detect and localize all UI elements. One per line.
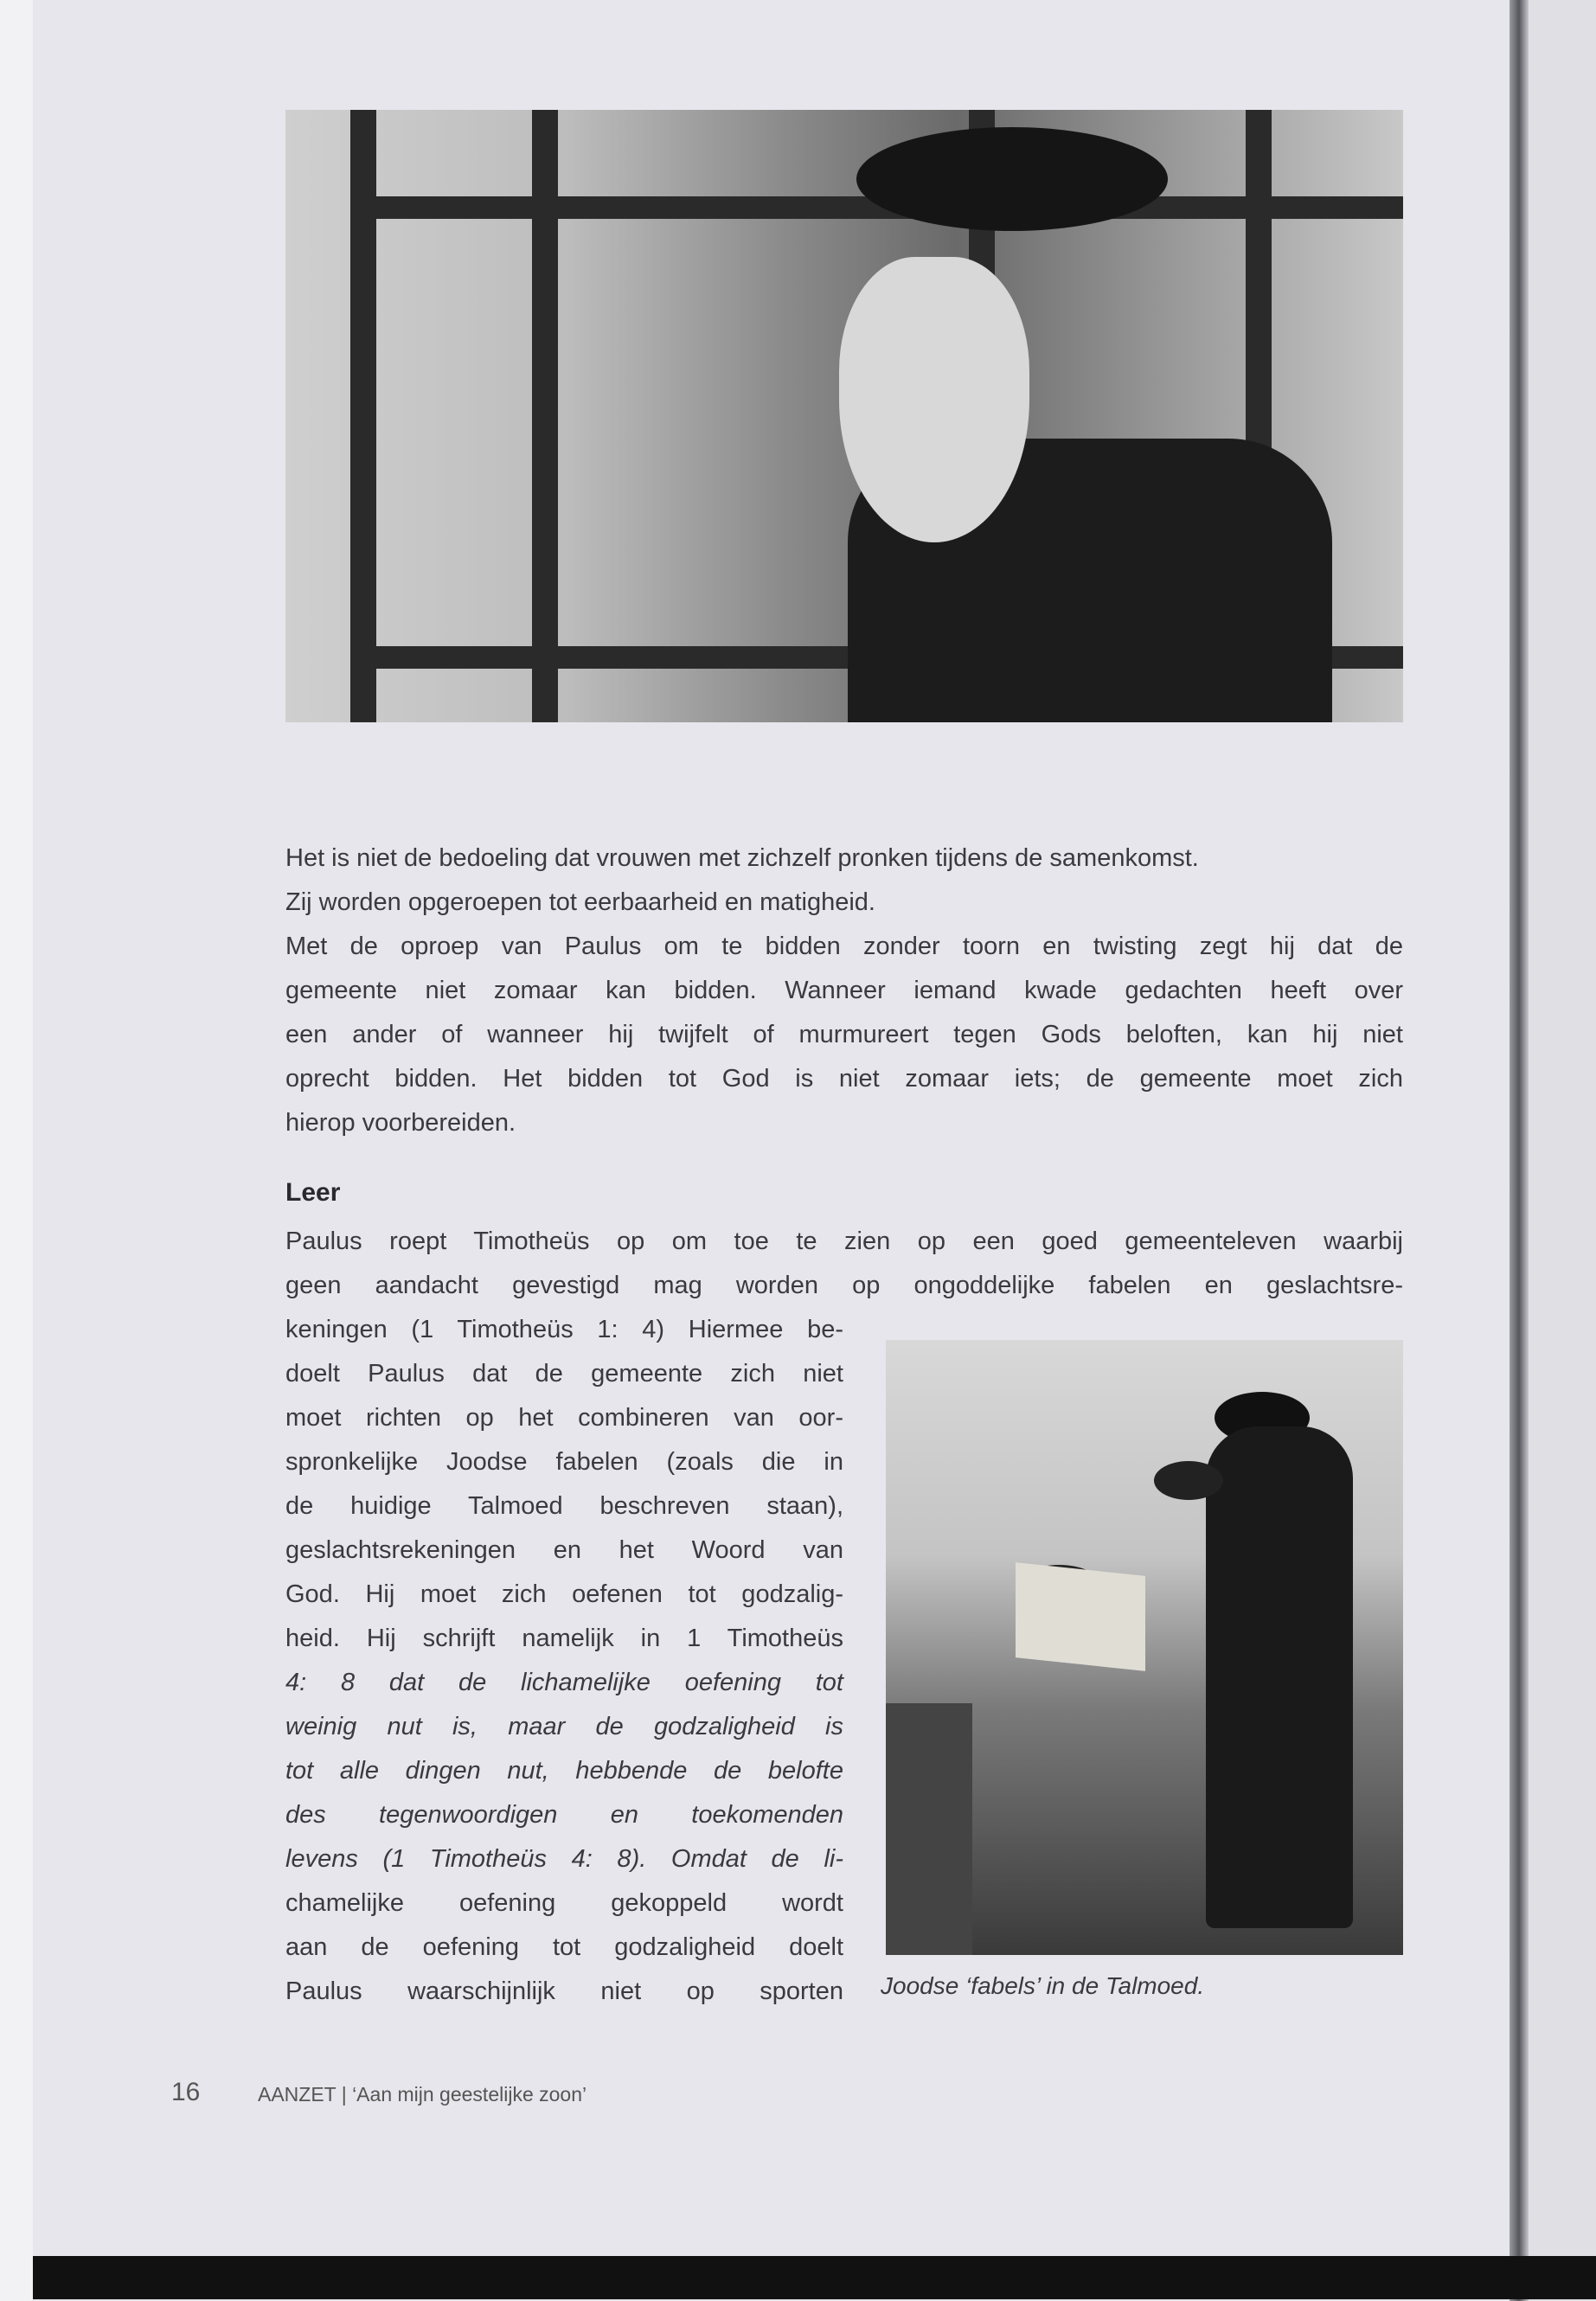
text-line: heid. Hij schrijft namelijk in 1 Timotheüs <box>285 1625 843 1652</box>
text-line: moet richten op het combineren van oor- <box>285 1404 843 1432</box>
text-line: God. Hij moet zich oefenen tot godzalig- <box>285 1580 843 1608</box>
text-line: een ander of wanneer hij twijfelt of murmureert tegen Gods beloften, kan hij niet <box>285 1021 1403 1048</box>
text-line: Paulus waarschijnlijk niet op sporten <box>285 1977 843 2005</box>
text-line: Het is niet de bedoeling dat vrouwen met zichzelf pronken tijdens de samenkomst. <box>285 844 1199 872</box>
text-line: de huidige Talmoed beschreven staan), <box>285 1492 843 1520</box>
book-binding <box>1509 0 1529 2301</box>
text-line: aan de oefening tot godzaligheid doelt <box>285 1933 843 1961</box>
text-line: spronkelijke Joodse fabelen (zoals die in <box>285 1448 843 1476</box>
text-line: Zij worden opgeroepen tot eerbaarheid en matigheid. <box>285 888 875 916</box>
text-line: des tegenwoordigen en toekomenden <box>285 1801 843 1829</box>
paragraph-2-full <box>285 1220 1403 1308</box>
text-line: tot alle dingen nut, hebbende de belofte <box>285 1757 843 1785</box>
image-caption: Joodse ‘fabels’ in de Talmoed. <box>881 1972 1205 1999</box>
page-number: 16 <box>171 2078 201 2106</box>
text-line: weinig nut is, maar de godzaligheid is <box>285 1713 843 1740</box>
text-line: levens (1 Timotheüs 4: 8). Omdat de li- <box>285 1845 843 1873</box>
running-title: AANZET | ‘Aan mijn geestelijke zoon’ <box>258 2083 587 2106</box>
text-line: geen aandacht gevestigd mag worden op ongoddelijke fabelen en geslachtsre- <box>285 1272 1403 1299</box>
text-line: chamelijke oefening gekoppeld wordt <box>285 1889 843 1917</box>
paragraph-1 <box>285 836 1403 1145</box>
text-line: doelt Paulus dat de gemeente zich niet <box>285 1360 843 1388</box>
text-line: keningen (1 Timotheüs 1: 4) Hiermee be- <box>285 1316 843 1343</box>
scan-border <box>33 2256 1596 2299</box>
section-heading: Leer <box>285 1178 341 1207</box>
photo-man-behind-bars <box>285 110 1403 722</box>
page-edge <box>1529 0 1596 2301</box>
paragraph-2-column <box>285 1308 843 2014</box>
text-line: gemeente niet zomaar kan bidden. Wanneer iemand kwade gedachten heeft over <box>285 977 1403 1004</box>
photo-talmud-students <box>886 1340 1403 1955</box>
text-line: geslachtsrekeningen en het Woord van <box>285 1536 843 1564</box>
text-line: hierop voorbereiden. <box>285 1109 516 1137</box>
text-line: Met de oproep van Paulus om te bidden zonder toorn en twisting zegt hij dat de <box>285 933 1403 960</box>
text-line: 4: 8 dat de lichamelijke oefening tot <box>285 1669 843 1696</box>
text-line: oprecht bidden. Het bidden tot God is niet zomaar iets; de gemeente moet zich <box>285 1065 1403 1093</box>
text-line: Paulus roept Timotheüs op om toe te zien op een goed gemeenteleven waarbij <box>285 1227 1403 1255</box>
